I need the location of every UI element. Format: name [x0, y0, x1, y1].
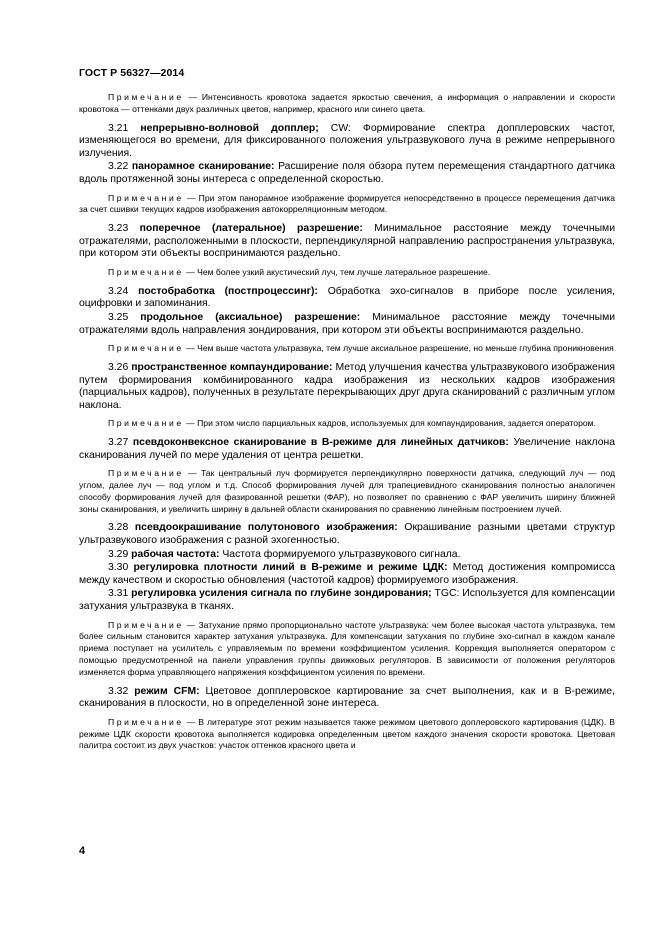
term-definition — [79, 562, 615, 587]
note-paragraph — [79, 92, 615, 116]
document-body — [79, 92, 615, 759]
term-number: 3.27 — [108, 437, 129, 449]
term-number: 3.30 — [108, 562, 129, 574]
term-text: Минимальное расстояние между точечными отражателями, расположенными в плоскости, перпендикулярной направлению распространения ультразвука, при котором эти объекты воспринимаются раздельно. — [79, 223, 615, 260]
term-name: панорамное сканирование: — [131, 161, 275, 173]
term-text: Обработка эхо-сигналов в приборе после усиления, оцифровки и запоминания. — [79, 285, 615, 310]
note-label: Примечание — [108, 343, 184, 354]
note-text: — Интенсивность кровотока задается яркостью свечения, а информация о направлении и скорости кровотока — оттенками двух различных цветов, например, красного или синего цвета. — [79, 92, 615, 114]
note-label: Примечание — [108, 266, 184, 277]
document-header: ГОСТ Р 56327—2014 — [79, 67, 185, 79]
term-definition — [79, 522, 615, 547]
term-name: регулировка плотности линий в В-режиме и режиме ЦДК: — [133, 562, 448, 574]
term-name: постобработка (постпроцессинг): — [138, 285, 318, 297]
term-definition — [79, 362, 615, 412]
page-number: 4 — [79, 845, 86, 857]
term-name: рабочая частота: — [131, 548, 220, 560]
term-number: 3.25 — [108, 311, 129, 323]
note-paragraph — [79, 267, 615, 279]
term-number: 3.22 — [108, 161, 129, 173]
term-number: 3.29 — [108, 548, 129, 560]
note-text: — Так центральный луч формируется перпендикулярно поверхности датчика, следующий луч — под углом, далее луч — под углом и т.д. Способ формирования лучей для трапециевидного сканирования полностью аналогичен способу формирования лучей для фазированной решетки (ФАР), но позволяет по сравнению с ФАР увеличить ширину ближней зоны сканирования, и увеличить ширину в дальней области сканирования по сравнению линейным построением лучей. — [79, 468, 615, 514]
note-text: — При этом панорамное изображение формируется непосредственно в процессе перемещения датчика за счет сшивки текущих кадров изображения автокорреляционным методом. — [79, 192, 615, 215]
term-name: псевдоокрашивание полутонового изображения: — [134, 522, 398, 534]
term-text: Расширение поля обзора путем перемещения стандартного датчика вдоль протяженной зоны интереса с определенной скоростью. — [79, 161, 615, 185]
term-definition — [79, 123, 615, 161]
note-label: Примечание — [108, 716, 184, 727]
note-label: Примечание — [108, 92, 184, 102]
term-text: TGC: Используется для компенсации затухания ультразвука в тканях. — [79, 588, 615, 613]
term-name: пространственное компаундирование: — [131, 361, 333, 373]
term-number: 3.26 — [108, 361, 129, 373]
note-label: Примечание — [108, 418, 184, 429]
term-definition — [79, 549, 615, 562]
term-text: Цветовое допплеровское картирование за счет выполнения, как и в В-режиме, сканирования в плоскости, но в определенной зоне интереса. — [79, 685, 615, 710]
term-number: 3.32 — [108, 685, 129, 697]
term-number: 3.21 — [108, 122, 129, 134]
term-definition — [79, 286, 615, 311]
term-text: Метод улучшения качества ультразвукового изображения путем формирования комбинированного кадра изображения из нескольких кадров изображения (парциальных кадров), полученных в результате перекрывающих друг друга сканирований с различным углом наклона. — [79, 361, 616, 411]
note-text: — Чем более узкий акустический луч, тем лучше латеральное разрешение. — [183, 266, 491, 277]
term-name: непрерывно-волновой допплер; — [140, 122, 319, 134]
term-name: продольное (аксиальное) разрешение: — [140, 311, 361, 323]
term-name: псевдоконвексное сканирование в В-режиме для линейных датчиков: — [132, 437, 509, 449]
note-text: — Чем выше частота ультразвука, тем лучше аксиальное разрешение, но меньше глубина проникновения — [183, 343, 614, 354]
note-paragraph — [79, 468, 615, 515]
term-definition — [79, 312, 615, 337]
note-text: — Затухание прямо пропорционально частоте ультразвука: чем более высокая частота ультразвука, тем более сильным становится характер затухания ультразвука. Для компенсации затухания по глубине эхо-сигнал в каждом канале приема поступает на усилитель с управляемым по времени коэффициентом усиления. Коррекция выполняется оператором с помощью предусмотренной на панели управления группы движковых регуляторов. В зависимости от положения регуляторов изменяется форма управляющего напряжения коэффициентом усиления по времени. — [79, 619, 615, 677]
term-definition — [79, 161, 615, 186]
term-number: 3.31 — [108, 588, 129, 600]
term-name: регулировка усиления сигнала по глубине зондирования; — [131, 588, 432, 600]
note-paragraph — [79, 620, 615, 679]
term-text: Метод достижения компромисса между качеством и скоростью обновления (частотой кадров) формируемого изображения. — [79, 562, 616, 586]
term-text: Частота формируемого ультразвукового сигнала. — [219, 548, 461, 560]
term-number: 3.23 — [108, 223, 129, 235]
term-name: режим CFM: — [134, 685, 200, 697]
note-text: — В литературе этот режим называется также режимом цветового доплеровского картирования (ЦДК). В режиме ЦДК скорости кровотока выполняется кодировка определенным цветом каждого значения скорости кровотока. Цветовая палитра состоит из двух участков: участок оттенков красного цвета и — [79, 716, 615, 751]
term-number: 3.24 — [108, 285, 129, 297]
term-definition — [79, 223, 615, 261]
note-paragraph — [79, 193, 615, 217]
note-paragraph — [79, 418, 615, 430]
term-text: Окрашивание разными цветами структур ультразвукового изображения с разной эхогенностью. — [79, 522, 615, 547]
note-paragraph — [79, 343, 615, 355]
note-label: Примечание — [108, 619, 184, 630]
term-text: Минимальное расстояние между точечными отражателями вдоль направления зондирования, при котором эти объекты воспринимаются раздельно. — [79, 311, 616, 336]
note-label: Примечание — [108, 192, 184, 203]
term-name: поперечное (латеральное) разрешение: — [139, 223, 363, 235]
note-label: Примечание — [108, 468, 184, 479]
term-definition — [79, 686, 615, 711]
note-text: — При этом число парциальных кадров, используемых для компаундирования, задается оператором. — [183, 418, 596, 429]
note-paragraph — [79, 717, 615, 752]
term-text: Увеличение наклона сканирования лучей по мере удаления от центра решетки. — [79, 437, 615, 461]
term-text: CW: Формирование спектра допплеровских частот, изменяющегося во времени, для фиксированного положения ультразвукового луча в режиме непрерывного излучения. — [79, 122, 615, 159]
term-definition — [79, 588, 615, 613]
term-definition — [79, 437, 615, 462]
term-number: 3.28 — [108, 522, 129, 534]
